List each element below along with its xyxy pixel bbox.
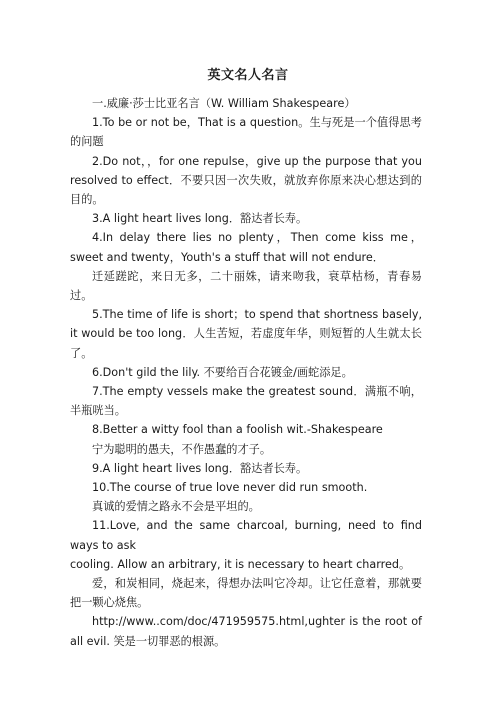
paragraph-quote-8: 8.Better a witty fool than a foolish wit.-Shakespeare	[92, 423, 383, 437]
paragraph-quote-6: 6.Don't gild the lily. 不要给百合花镀金/画蛇添足。	[92, 365, 353, 379]
paragraph-quote-10-translation: 真诚的爱情之路永不会是平坦的。	[92, 500, 260, 514]
paragraph-quote-8-translation: 宁为聪明的愚夫，不作愚蠢的才子。	[92, 442, 272, 456]
paragraph-quote-9: 9.A light heart lives long．豁达者长寿。	[92, 461, 308, 475]
paragraph-quote-7: 7.The empty vessels make the greatest sound．满瓶不响，半瓶咣当。	[70, 385, 422, 418]
paragraph-quote-1: 1.To be or not be，That is a question。生与死是一个值得思考的问题	[70, 116, 422, 149]
paragraph-quote-11: 11.Love, and the same charcoal, burning, need to find ways to ask	[70, 519, 422, 552]
document-title: 英文名人名言	[207, 68, 289, 83]
paragraph-quote-4: 4.In delay there lies no plenty，Then come kiss me，sweet and twenty，Youth's a stuff that will not endure．	[70, 231, 422, 264]
paragraph-quote-11-translation: 爱，和炭相同，烧起来，得想办法叫它冷却。让它任意着，那就要把一颗心烧焦。	[70, 577, 422, 610]
paragraph-quote-10: 10.The course of true love never did run smooth.	[92, 481, 368, 495]
paragraph-quote-2: 2.Do not，，for one repulse，give up the purpose that you resolved to effect．不要只因一次失败，就放弃你原来决心想达到的目的。	[70, 154, 422, 207]
paragraph-url-laughter: http://www..com/doc/471959575.html,ughter is the root of all evil. 笑是一切罪恶的根源。	[70, 615, 422, 648]
paragraph-quote-11-continued: cooling. Allow an arbitrary, it is necessary to heart charred。	[70, 557, 411, 571]
paragraph-section-heading: 一.威廉·莎士比亚名言（W. William Shakespeare）	[92, 97, 356, 110]
paragraph-quote-4-translation: 迁延蹉跎，来日无多，二十丽姝，请来吻我，衰草枯杨，青春易过。	[70, 269, 422, 303]
paragraph-quote-3: 3.A light heart lives long．豁达者长寿。	[92, 212, 308, 226]
document-body	[70, 94, 422, 651]
paragraph-quote-5: 5.The time of life is short；to spend that shortness basely, it would be too long．人生苦短，若虚度年华，则短暂的人生就太长了。	[70, 308, 422, 360]
